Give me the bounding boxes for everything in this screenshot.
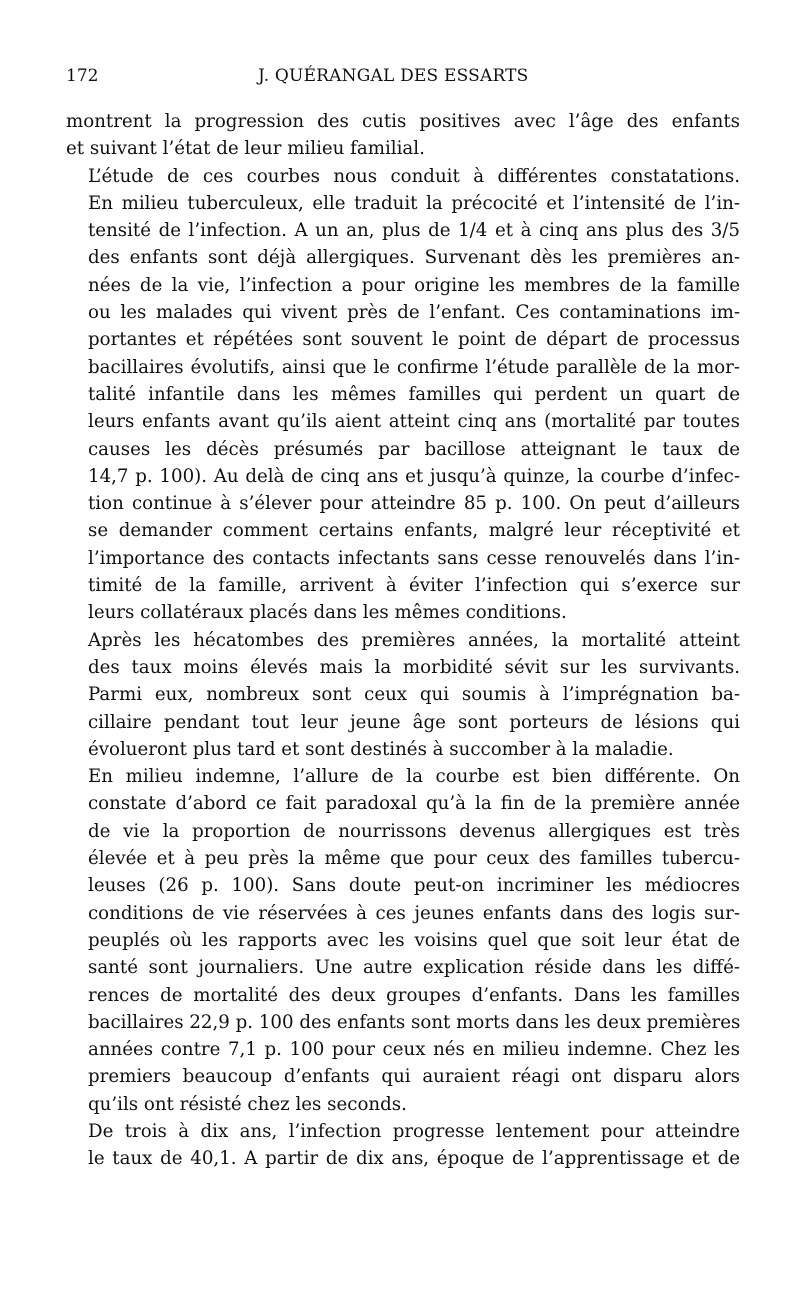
text-line: tensité de l’infection. A un an, plus de 1/4 et à cinq ans plus des 3/5 bbox=[88, 220, 740, 242]
text-line: bacillaires évolutifs, ainsi que le confirme l’étude parallèle de la mor- bbox=[88, 356, 740, 378]
text-line: se demander comment certains enfants, malgré leur réceptivité et bbox=[88, 520, 740, 542]
text-line: 14,7 p. 100). Au delà de cinq ans et jusqu’à quinze, la courbe d’infec- bbox=[88, 465, 740, 487]
text-line: causes les décès présumés par bacillose atteignant le taux de bbox=[88, 438, 740, 460]
text-line: talité infantile dans les mêmes familles qui perdent un quart de bbox=[88, 383, 740, 405]
paragraph bbox=[66, 1118, 740, 1173]
text-line: et suivant l’état de leur milieu familial. bbox=[66, 138, 425, 160]
text-line: timité de la famille, arrivent à éviter l’infection qui s’exerce sur bbox=[88, 575, 740, 597]
text-line: élevée et à peu près la même que pour ceux des familles tubercu- bbox=[88, 848, 740, 870]
page-number: 172 bbox=[66, 66, 99, 86]
text-line: qu’ils ont résisté chez les seconds. bbox=[88, 1093, 407, 1115]
text-line: peuplés où les rapports avec les voisins quel que soit leur état de bbox=[88, 929, 740, 951]
text-line: leurs enfants avant qu’ils aient atteint cinq ans (mortalité par toutes bbox=[88, 411, 740, 433]
paragraph bbox=[66, 108, 740, 163]
body-text bbox=[66, 108, 740, 1173]
text-line: ou les malades qui vivent près de l’enfant. Ces contaminations im- bbox=[88, 302, 740, 324]
paragraph bbox=[66, 163, 740, 627]
paragraph bbox=[66, 627, 740, 763]
text-line: cillaire pendant tout leur jeune âge sont porteurs de lésions qui bbox=[88, 711, 740, 733]
text-line: premiers beaucoup d’enfants qui auraient réagi ont disparu alors bbox=[88, 1066, 740, 1088]
text-line: nées de la vie, l’infection a pour origine les membres de la famille bbox=[88, 274, 740, 296]
text-line: L’étude de ces courbes nous conduit à différentes constatations. bbox=[88, 165, 740, 187]
text-line: conditions de vie réservées à ces jeunes enfants dans des logis sur- bbox=[88, 902, 740, 924]
text-line: Après les hécatombes des premières années, la mortalité atteint bbox=[88, 629, 740, 651]
text-line: des enfants sont déjà allergiques. Survenant dès les premières an- bbox=[88, 247, 740, 269]
text-line: En milieu indemne, l’allure de la courbe est bien différente. On bbox=[88, 766, 740, 788]
text-line: l’importance des contacts infectants sans cesse renouvelés dans l’in- bbox=[88, 547, 740, 569]
text-line: de vie la proportion de nourrissons devenus allergiques est très bbox=[88, 820, 740, 842]
text-line: tion continue à s’élever pour atteindre 85 p. 100. On peut d’ailleurs bbox=[88, 493, 740, 515]
text-line: leuses (26 p. 100). Sans doute peut-on incriminer les médiocres bbox=[88, 875, 740, 897]
text-line: constate d’abord ce fait paradoxal qu’à la fin de la première année bbox=[88, 793, 740, 815]
text-line: Parmi eux, nombreux sont ceux qui soumis à l’imprégnation ba- bbox=[88, 684, 740, 706]
text-line: années contre 7,1 p. 100 pour ceux nés en milieu indemne. Chez les bbox=[88, 1039, 740, 1061]
text-line: santé sont journaliers. Une autre explication réside dans les diffé- bbox=[88, 957, 740, 979]
text-line: rences de mortalité des deux groupes d’enfants. Dans les familles bbox=[88, 984, 740, 1006]
text-line: De trois à dix ans, l’infection progresse lentement pour atteindre bbox=[88, 1120, 740, 1142]
text-line: le taux de 40,1. A partir de dix ans, époque de l’apprentissage et de bbox=[88, 1148, 740, 1170]
text-line: montrent la progression des cutis positives avec l’âge des enfants bbox=[66, 111, 740, 132]
running-title: J. QUÉRANGAL DES ESSARTS bbox=[258, 66, 529, 86]
text-line: des taux moins élevés mais la morbidité sévit sur les survivants. bbox=[88, 656, 740, 678]
text-line: En milieu tuberculeux, elle traduit la précocité et l’intensité de l’in- bbox=[88, 192, 740, 214]
running-header bbox=[66, 66, 740, 100]
text-line: portantes et répétées sont souvent le point de départ de processus bbox=[88, 329, 740, 351]
text-line: leurs collatéraux placés dans les mêmes conditions. bbox=[88, 602, 567, 624]
text-line: évolueront plus tard et sont destinés à succomber à la maladie. bbox=[88, 738, 674, 760]
text-line: bacillaires 22,9 p. 100 des enfants sont morts dans les deux premières bbox=[88, 1011, 741, 1033]
book-page bbox=[66, 66, 740, 1173]
paragraph bbox=[66, 763, 740, 1118]
